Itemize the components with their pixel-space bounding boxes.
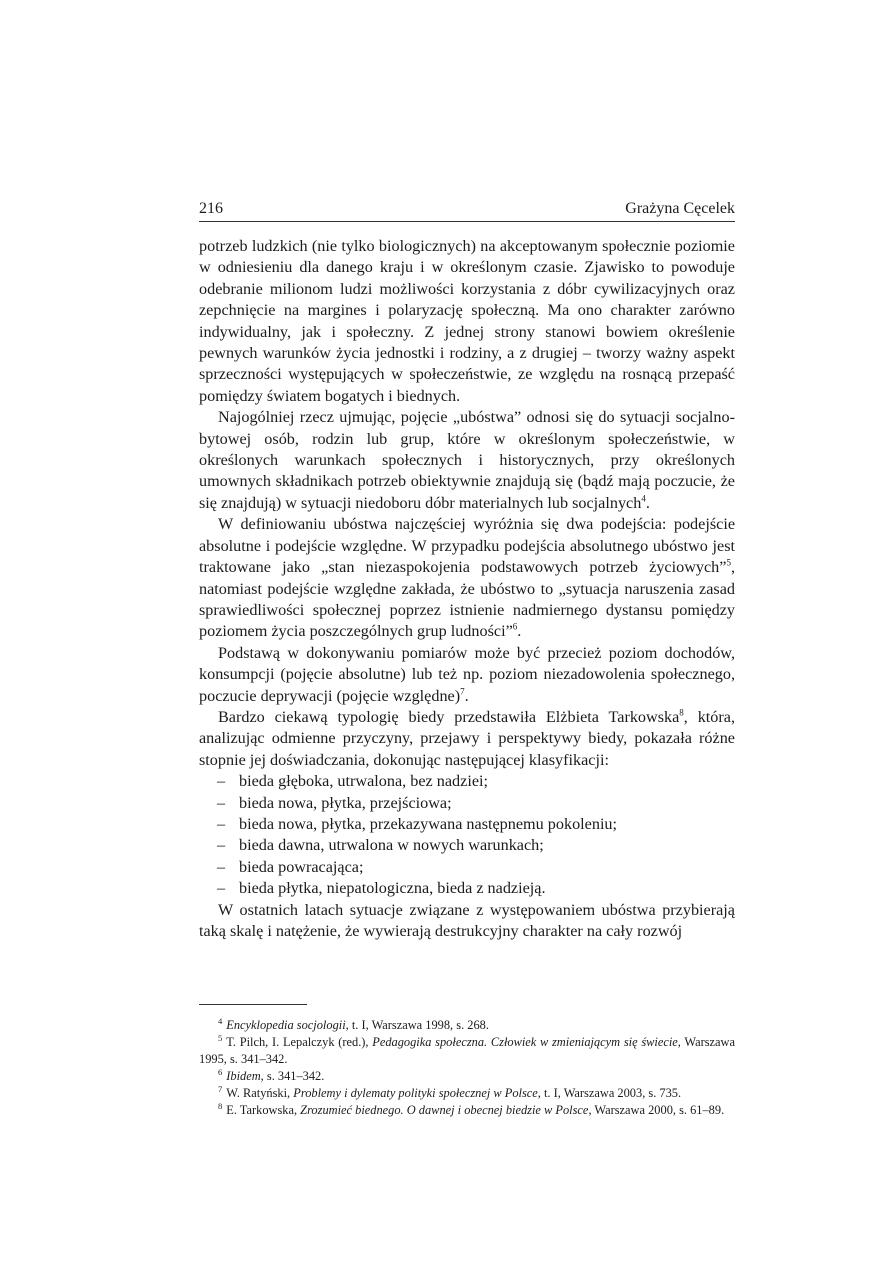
footnote-details: , Warszawa 2000, s. 61–89. xyxy=(588,1103,725,1118)
footnote-details: , Warszawa 1995, s. 341–342. xyxy=(199,1035,735,1067)
footnote-ref-6: 6 xyxy=(512,621,518,632)
footnote-title: Ibidem xyxy=(226,1069,261,1084)
footnote-details: , t. I, Warszawa 1998, s. 268. xyxy=(345,1018,489,1033)
paragraph-2-text: Najogólniej rzecz ujmując, pojęcie „ubóstwa” odnosi się do sytuacji socjalno-bytowej osób, rodzin lub grup, które w określonym społeczeństwie, w określonych warunkach społecznych i historycznych, przy określonych umownych składnikach potrzeb obiektywnie znajdują się (bądź mają poczucie, że się znajdują) w sytuacji niedoboru dóbr materialnych lub socjalnych xyxy=(199,408,735,512)
footnote-ref-7: 7 xyxy=(460,686,465,697)
footnote-ref-8: 8 xyxy=(679,707,684,718)
list-item: – bieda płytka, niepatologiczna, bieda z nadzieją. xyxy=(217,878,735,899)
footnote-number: 6 xyxy=(218,1067,223,1078)
footnote-6 xyxy=(199,1068,735,1085)
footnote-title: Zrozumieć biednego. O dawnej i obecnej biedzie w Polsce xyxy=(300,1103,589,1118)
paragraph-4-end: . xyxy=(464,686,469,705)
paragraph-5-text-a: Bardzo ciekawą typologię biedy przedstawiła Elżbieta Tarkowska xyxy=(218,707,680,726)
footnote-number: 7 xyxy=(218,1084,223,1095)
paragraph-5-text-b: , która, analizując odmienne przyczyny, przejawy i perspektywy biedy, pokazała różne stopnie jej doświadczania, dokonując następującej klasyfikacji: xyxy=(199,707,735,769)
list-item: – bieda nowa, płytka, przejściowa; xyxy=(217,793,735,814)
paragraph-6: W ostatnich latach sytuacje związane z występowaniem ubóstwa przybierają taką skalę i natężenie, że wywierają destrukcyjny charakter na cały rozwój xyxy=(199,900,735,940)
footnote-authors: T. Pilch, I. Lepalczyk (red.), xyxy=(226,1035,373,1050)
footnote-number: 4 xyxy=(218,1016,223,1027)
body-text xyxy=(199,236,735,942)
footnote-title: Pedagogika społeczna. Człowiek w zmieniającym się świecie xyxy=(372,1035,678,1050)
paragraph-1: potrzeb ludzkich (nie tylko biologicznych) na akceptowanym społecznie poziomie w odniesieniu dla danego kraju i w określonym czasie. Zjawisko to powoduje odebranie milionom ludzi możliwości korzystania z dóbr cywilizacyjnych oraz zepchnięcie na margines i polaryzację społeczną. Ma ono charakter zarówno indywidualny, jak i społeczny. Z jednej strony stanowi bowiem określenie pewnych warunków życia jednostki i rodziny, a z drugiej – tworzy ważny aspekt sprzeczności występujących w społeczeństwie, ze względu na rosnącą przepaść pomiędzy światem bogatych i biednych. xyxy=(199,237,735,405)
footnote-4 xyxy=(199,1017,735,1034)
poverty-typology-list xyxy=(199,771,735,899)
paragraph-3-text-b: , natomiast podejście względne zakłada, że ubóstwo to „sytuacja naruszenia zasad sprawiedliwości społecznej poprzez istnienie nadmiernego dystansu pomiędzy poziomem życia poszczególnych grup ludności” xyxy=(199,558,735,641)
paragraph-4 xyxy=(199,643,735,707)
paragraph-2 xyxy=(199,407,735,514)
footnote-ref-4: 4 xyxy=(641,493,646,504)
footnote-title: Problemy i dylematy polityki społecznej w Polsce xyxy=(293,1086,538,1101)
footnote-number: 8 xyxy=(218,1101,223,1112)
paragraph-4-text: Podstawą w dokonywaniu pomiarów może być przecież poziom dochodów, konsumpcji (pojęcie absolutne) lub też np. poziom niezadowolenia społecznego, poczucie deprywacji (pojęcie względne) xyxy=(199,643,735,705)
list-item: – bieda dawna, utrwalona w nowych warunkach; xyxy=(217,835,735,856)
footnotes xyxy=(199,1017,735,1119)
footnote-ref-5: 5 xyxy=(726,557,731,568)
running-header xyxy=(199,200,735,222)
list-item: – bieda powracająca; xyxy=(217,857,735,878)
footnote-authors: W. Ratyński, xyxy=(226,1086,294,1101)
footnote-number: 5 xyxy=(218,1033,223,1044)
footnote-details: , t. I, Warszawa 2003, s. 735. xyxy=(537,1086,682,1101)
footnote-authors: E. Tarkowska, xyxy=(226,1103,301,1118)
footnote-7 xyxy=(199,1085,735,1102)
paragraph-3-text-a: W definiowaniu ubóstwa najczęściej wyróżnia się dwa podejścia: podejście absolutne i podejście względne. W przypadku podejścia absolutnego ubóstwo jest traktowane jako „stan niezaspokojenia podstawowych potrzeb życiowych” xyxy=(199,515,735,577)
list-item: – bieda nowa, płytka, przekazywana następnemu pokoleniu; xyxy=(217,814,735,835)
footnote-title: Encyklopedia socjologii xyxy=(226,1018,346,1033)
paragraph-5 xyxy=(199,707,735,771)
list-item: – bieda głęboka, utrwalona, bez nadziei; xyxy=(217,771,735,792)
paragraph-3 xyxy=(199,514,735,642)
footnote-details: , s. 341–342. xyxy=(260,1069,325,1084)
footnote-8 xyxy=(199,1102,735,1119)
paragraph-2-end: . xyxy=(645,493,650,512)
footnote-separator xyxy=(199,1004,307,1005)
page-number: 216 xyxy=(199,200,223,217)
running-author: Grażyna Cęcelek xyxy=(625,200,735,217)
paragraph-3-end: . xyxy=(517,622,522,641)
footnote-5 xyxy=(199,1034,735,1068)
book-page xyxy=(199,200,735,1119)
